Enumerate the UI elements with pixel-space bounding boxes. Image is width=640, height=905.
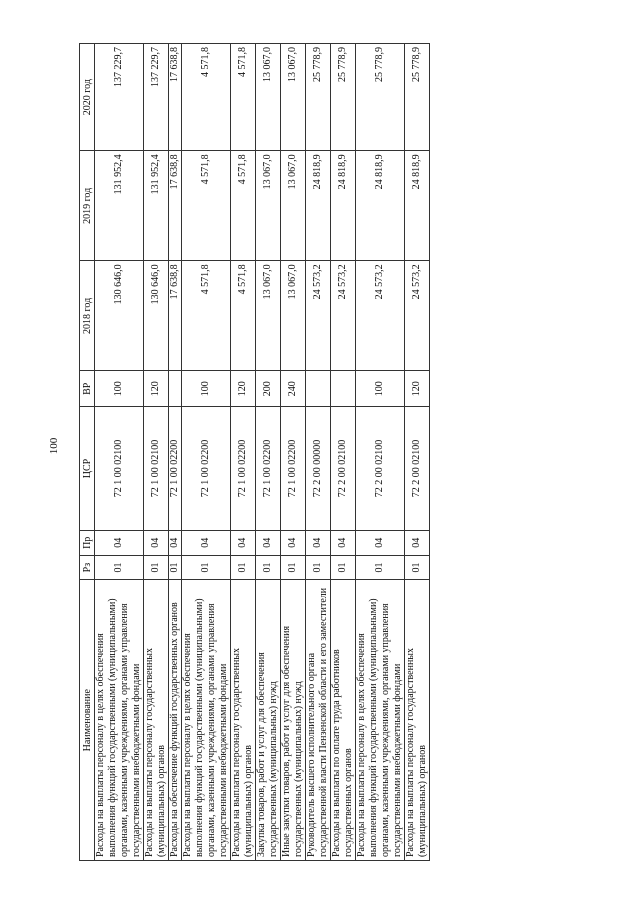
cell-vr <box>169 371 182 407</box>
cell-2019: 17 638,8 <box>169 151 182 261</box>
cell-2019: 4 571,8 <box>231 151 256 261</box>
cell-2019: 13 067,0 <box>256 151 281 261</box>
cell-rz: 01 <box>144 555 169 580</box>
cell-2018: 13 067,0 <box>281 261 306 371</box>
column-header-2018: 2018 год <box>80 261 95 371</box>
cell-rz: 01 <box>256 555 281 580</box>
cell-vr: 240 <box>281 371 306 407</box>
cell-name: Расходы на выплаты персоналу в целях обеспечения выполнения функций государственными (муниципальными) органами, казенными учреждениями, органами управления государственными внебюджетными фондами <box>182 580 231 861</box>
cell-vr: 100 <box>356 371 405 407</box>
table-row <box>256 44 281 861</box>
column-header-2019: 2019 год <box>80 151 95 261</box>
cell-csr: 72 1 00 02200 <box>231 407 256 531</box>
table-row <box>306 44 331 861</box>
table-row <box>144 44 169 861</box>
cell-vr <box>306 371 331 407</box>
table-row <box>356 44 405 861</box>
cell-csr: 72 2 00 02100 <box>405 407 430 531</box>
cell-vr: 200 <box>256 371 281 407</box>
cell-rz: 01 <box>306 555 331 580</box>
table-row <box>281 44 306 861</box>
cell-2020: 13 067,0 <box>281 44 306 151</box>
cell-name: Расходы на выплаты по оплате труда работников государственных органов <box>331 580 356 861</box>
cell-pr: 04 <box>144 530 169 555</box>
cell-2018: 130 646,0 <box>144 261 169 371</box>
cell-vr: 100 <box>182 371 231 407</box>
budget-table <box>79 43 430 861</box>
budget-table-sheet <box>79 43 559 861</box>
cell-vr: 100 <box>95 371 144 407</box>
cell-rz: 01 <box>405 555 430 580</box>
cell-pr: 04 <box>405 530 430 555</box>
cell-2018: 24 573,2 <box>331 261 356 371</box>
column-header-2020: 2020 год <box>80 44 95 151</box>
cell-vr: 120 <box>405 371 430 407</box>
cell-name: Расходы на выплаты персоналу государственных (муниципальных) органов <box>144 580 169 861</box>
cell-name: Иные закупки товаров, работ и услуг для обеспечения государственных (муниципальных) нужд <box>281 580 306 861</box>
header-row <box>80 44 95 861</box>
cell-2018: 4 571,8 <box>182 261 231 371</box>
cell-csr: 72 1 00 02200 <box>169 407 182 531</box>
cell-2020: 25 778,9 <box>356 44 405 151</box>
cell-pr: 04 <box>331 530 356 555</box>
cell-csr: 72 2 00 02100 <box>356 407 405 531</box>
cell-2018: 130 646,0 <box>95 261 144 371</box>
cell-2020: 13 067,0 <box>256 44 281 151</box>
table-row <box>182 44 231 861</box>
cell-pr: 04 <box>169 530 182 555</box>
table-row <box>231 44 256 861</box>
cell-vr <box>331 371 356 407</box>
cell-rz: 01 <box>231 555 256 580</box>
table-row <box>331 44 356 861</box>
cell-vr: 120 <box>144 371 169 407</box>
cell-2020: 25 778,9 <box>405 44 430 151</box>
cell-rz: 01 <box>95 555 144 580</box>
cell-2020: 4 571,8 <box>231 44 256 151</box>
cell-2018: 4 571,8 <box>231 261 256 371</box>
cell-2020: 137 229,7 <box>144 44 169 151</box>
cell-rz: 01 <box>182 555 231 580</box>
cell-name: Закупка товаров, работ и услуг для обеспечения государственных (муниципальных) нужд <box>256 580 281 861</box>
cell-csr: 72 1 00 02100 <box>95 407 144 531</box>
cell-2019: 131 952,4 <box>144 151 169 261</box>
cell-pr: 04 <box>281 530 306 555</box>
cell-csr: 72 1 00 02200 <box>182 407 231 531</box>
cell-name: Расходы на выплаты персоналу в целях обеспечения выполнения функций государственными (муниципальными) органами, казенными учреждениями, органами управления государственными внебюджетными фондами <box>95 580 144 861</box>
cell-2019: 131 952,4 <box>95 151 144 261</box>
cell-pr: 04 <box>356 530 405 555</box>
cell-csr: 72 1 00 02200 <box>281 407 306 531</box>
cell-pr: 04 <box>182 530 231 555</box>
cell-name: Расходы на выплаты персоналу государственных (муниципальных) органов <box>405 580 430 861</box>
column-header-pr: Пр <box>80 530 95 555</box>
cell-2018: 13 067,0 <box>256 261 281 371</box>
cell-2018: 24 573,2 <box>356 261 405 371</box>
cell-vr: 120 <box>231 371 256 407</box>
cell-2019: 4 571,8 <box>182 151 231 261</box>
cell-pr: 04 <box>306 530 331 555</box>
cell-name: Расходы на выплаты персоналу в целях обеспечения выполнения функций государственными (муниципальными) органами, казенными учреждениями, органами управления государственными внебюджетными фондами <box>356 580 405 861</box>
table-row <box>169 44 182 861</box>
cell-2019: 24 818,9 <box>331 151 356 261</box>
cell-2018: 24 573,2 <box>405 261 430 371</box>
cell-name: Руководитель высшего исполнительного органа государственной власти Пензенской области и его заместители <box>306 580 331 861</box>
cell-name: Расходы на выплаты персоналу государственных (муниципальных) органов <box>231 580 256 861</box>
column-header-csr: ЦСР <box>80 407 95 531</box>
cell-csr: 72 1 00 02100 <box>144 407 169 531</box>
table-row <box>405 44 430 861</box>
column-header-vr: ВР <box>80 371 95 407</box>
cell-pr: 04 <box>231 530 256 555</box>
cell-csr: 72 2 00 02100 <box>331 407 356 531</box>
cell-2019: 24 818,9 <box>405 151 430 261</box>
cell-2018: 24 573,2 <box>306 261 331 371</box>
cell-csr: 72 2 00 00000 <box>306 407 331 531</box>
cell-csr: 72 1 00 02200 <box>256 407 281 531</box>
cell-2020: 4 571,8 <box>182 44 231 151</box>
cell-2019: 24 818,9 <box>306 151 331 261</box>
cell-2018: 17 638,8 <box>169 261 182 371</box>
cell-rz: 01 <box>331 555 356 580</box>
cell-rz: 01 <box>281 555 306 580</box>
cell-2020: 17 638,8 <box>169 44 182 151</box>
cell-2019: 13 067,0 <box>281 151 306 261</box>
column-header-name: Наименование <box>80 580 95 861</box>
cell-2019: 24 818,9 <box>356 151 405 261</box>
column-header-rz: Рз <box>80 555 95 580</box>
cell-2020: 25 778,9 <box>306 44 331 151</box>
cell-name: Расходы на обеспечение функций государственных органов <box>169 580 182 861</box>
cell-2020: 137 229,7 <box>95 44 144 151</box>
cell-pr: 04 <box>256 530 281 555</box>
cell-rz: 01 <box>169 555 182 580</box>
cell-pr: 04 <box>95 530 144 555</box>
page-number: 100 <box>48 437 60 455</box>
cell-rz: 01 <box>356 555 405 580</box>
cell-2020: 25 778,9 <box>331 44 356 151</box>
table-row <box>95 44 144 861</box>
